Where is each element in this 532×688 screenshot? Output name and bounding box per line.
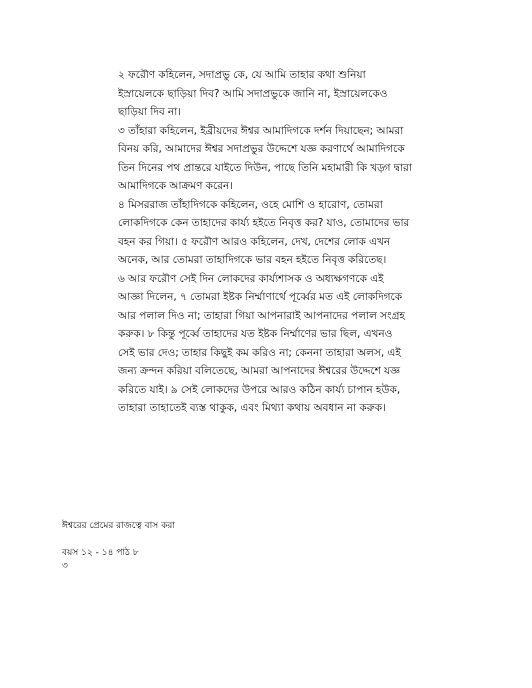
passage-line: ২ ফরৌণ কহিলেন, সদাপ্রভু কে, যে আমি তাহার কথা শুনিয়া xyxy=(118,69,366,81)
passage-line: সেই ভার দেও; তাহার কিছুই কম করিও না; কেননা তাহারা অলস, এই xyxy=(118,346,401,359)
page-number-text: ৩ xyxy=(62,561,68,571)
passage-line: ৬ আর ফরৌণ সেই দিন লোকদের কার্য্যশাসক ও অধ্যক্ষগণকে এই xyxy=(118,272,384,285)
passage-line: ৩ তাঁহারা কহিলেন, ইব্রীয়দের ঈশ্বর আমাদিগকে দর্শন দিয়াছেন; আমরা xyxy=(118,124,404,137)
passage-line: আজ্ঞা দিলেন, ৭ তোমরা ইষ্টক নির্ম্মাণার্থে পূর্ব্বের মত এই লোকদিগকে xyxy=(118,291,403,303)
footer-title-text: ঈশ্বরের প্রেমের রাজত্বে বাস করা xyxy=(62,521,175,531)
passage-line: ৪ মিসররাজ তাঁহাদিগকে কহিলেন, ওহে মোশি ও হারোণ, তোমরা xyxy=(118,198,383,211)
passage-line: অনেক, আর তোমরা তাহাদিগকে ভার বহন হইতে নিবৃত্ত করিতেছ। xyxy=(118,254,387,266)
passage-line: আর পলাল দিও না; তাহারা গিয়া আপনারাই আপনাদের পলাল সংগ্রহ xyxy=(118,309,405,322)
passage-line: করিতে যাই। ৯ সেই লোকদের উপরে আরও কঠিন কার্য্য চাপান হউক, xyxy=(118,383,401,396)
passage-line: ইস্রায়েলকে ছাড়িয়া দিব? আমি সদাপ্রভুকে জানি না, ইস্রায়েলকেও xyxy=(118,87,388,100)
passage-line: বিনয় করি, আমাদের ঈশ্বর সদাপ্রভুর উদ্দেশে যজ্ঞ করণার্থে আমাদিগকে xyxy=(118,143,405,155)
passage-line: আমাদিগকে আক্রমণ করেন। xyxy=(118,180,233,192)
footer-meta xyxy=(62,547,362,559)
passage-line: ছাড়িয়া দিব না। xyxy=(118,106,181,118)
passage-line: তাহারা তাহাতেই ব্যস্ত থাকুক, এবং মিথ্যা কথায় অবধান না করুক। xyxy=(118,402,386,414)
passage-line: তিন দিনের পথ প্রান্তরে যাইতে দিউন, পাছে তিনি মহামারী কি খড়্গ দ্বারা xyxy=(118,161,412,174)
passage-line: জন্য ক্রন্দন করিয়া বলিতেছে, আমরা আপনাদের ঈশ্বরের উদ্দেশে যজ্ঞ xyxy=(118,365,401,377)
page-number xyxy=(62,560,362,572)
passage-line: করুক। ৮ কিন্তু পূর্ব্বে তাহাদের যত ইষ্টক নির্ম্মাণের ভার ছিল, এখনও xyxy=(118,328,393,340)
passage-line: লোকদিগকে কেন তাহাদের কার্য্য হইতে নিবৃত্ত কর? যাও, তোমাদের ভার xyxy=(118,217,410,229)
footer-title xyxy=(62,520,362,532)
passage-line: বহন কর গিয়া। ৫ ফরৌণ আরও কহিলেন, দেখ, দেশের লোক এখন xyxy=(118,235,391,248)
age-lesson-label: বয়স ১২ - ১৪ পাঠ ৮ xyxy=(62,548,139,558)
scripture-passage xyxy=(118,66,478,418)
